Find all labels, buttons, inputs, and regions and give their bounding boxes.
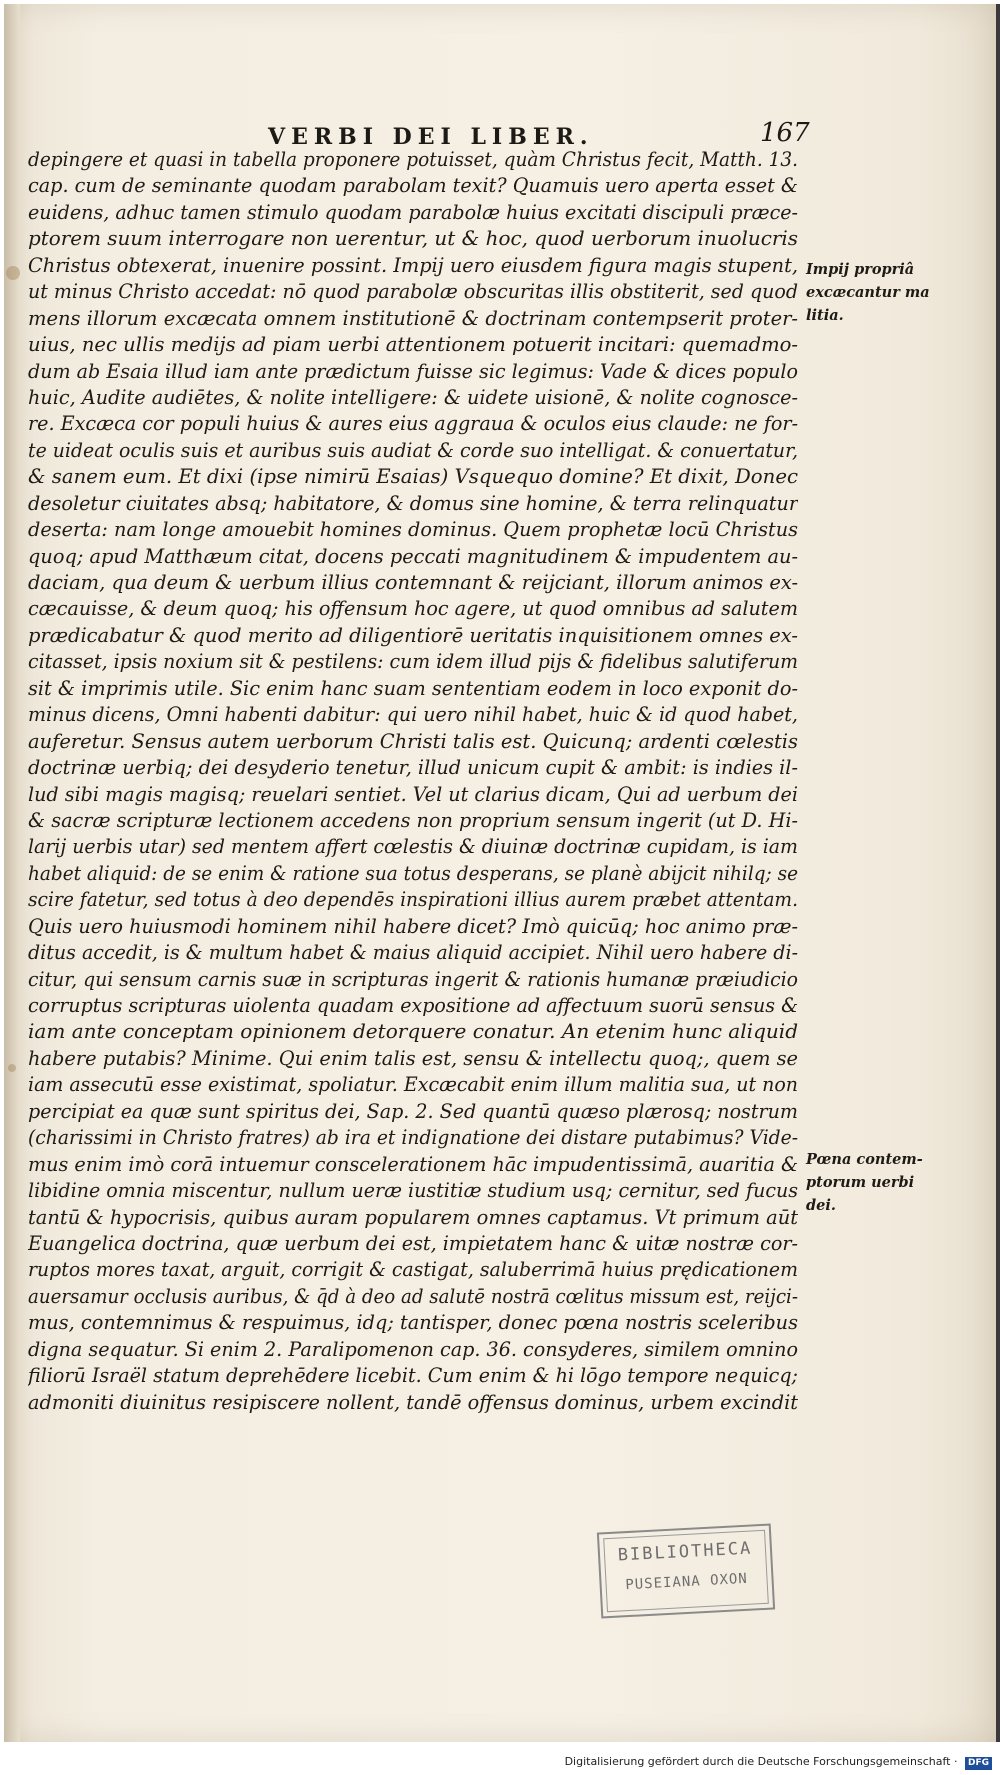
text-line: habet aliquid: de se enim & ratione sua totus desperans, se planè abijcit nihilq; se (28, 861, 798, 885)
text-line: deserta: nam longe amouebit homines dominus. Quem prophetæ locū Christus (28, 518, 798, 542)
text-line: iam ante conceptam opinionem detorquere conatur. An etenim hunc aliquid (28, 1020, 798, 1044)
text-line: digna sequatur. Si enim 2. Paralipomenon cap. 36. consyderes, similem omnino (28, 1337, 798, 1361)
digitization-footer (565, 1755, 992, 1770)
margin-note-poena (806, 1148, 923, 1217)
text-line: filiorū Israël statum deprehēdere licebit. Cum enim & hi lōgo tempore nequicq; (28, 1364, 798, 1388)
stamp-line-1: BIBLIOTHECA (617, 1538, 753, 1566)
margin-note-line: Pœna contem- (806, 1151, 923, 1168)
text-line: minus dicens, Omni habenti dabitur: qui uero nihil habet, huic & id quod habet, (28, 703, 798, 727)
dfg-logo-icon: DFG (965, 1757, 992, 1770)
text-line: Quis uero huiusmodi hominem nihil habere dicet? Imò quicūq; hoc animo præ- (28, 914, 798, 938)
footer-text: Digitalisierung gefördert durch die Deutsche Forschungsgemeinschaft · (564, 1755, 958, 1768)
running-head: VERBI DEI LIBER. (268, 124, 594, 150)
text-line: auferetur. Sensus autem uerborum Christi talis est. Quicunq; ardenti cœlestis (28, 729, 798, 753)
text-line: corruptus scripturas uiolenta quadam expositione ad affectuum suorū sensus & (28, 994, 798, 1017)
text-line: & sanem eum. Et dixi (ipse nimirū Esaias) Vsquequo domine? Et dixit, Donec (28, 465, 798, 489)
text-line: sit & imprimis utile. Sic enim hanc suam sententiam eodem in loco exponit do- (28, 676, 798, 700)
text-line: prædicabatur & quod merito ad diligentiorē ueritatis inquisitionem omnes ex- (28, 623, 798, 647)
page-number: 167 (760, 118, 810, 148)
margin-note-line: ptorum uerbi (806, 1174, 915, 1191)
text-line: doctrinæ uerbiq; dei desyderio tenetur, illud unicum cupit & ambit: is indies il- (28, 756, 798, 780)
margin-note-line: litia. (806, 307, 844, 324)
text-line: habere putabis? Minime. Qui enim talis est, sensu & intellectu quoq;, quem se (28, 1046, 798, 1070)
text-line: desoletur ciuitates absq; habitatore, & domus sine homine, & terra relinquatur (28, 491, 798, 515)
text-line: uius, nec ullis medijs ad piam uerbi attentionem potuerit incitari: quemadmo- (28, 333, 798, 357)
text-line: dum ab Esaia illud iam ante prædictum fuisse sic legimus: Vade & dices populo (28, 359, 798, 383)
text-line: mens illorum excæcata omnem institutionē & doctrinam contempserit proter- (28, 306, 798, 330)
margin-note-line: excæcantur ma (806, 284, 930, 301)
text-line: euidens, adhuc tamen stimulo quodam parabolæ huius excitati discipuli præce- (28, 200, 798, 224)
text-line: ditus accedit, is & multum habet & maius aliquid accipiet. Nihil uero habere di- (28, 941, 798, 965)
text-line: citur, qui sensum carnis suæ in scripturas ingerit & rationis humanæ præiudicio (28, 967, 798, 991)
text-line: ut minus Christo accedat: nō quod parabolæ obscuritas illis obstiterit, sed quod (28, 280, 798, 304)
text-line: cap. cum de seminante quodam parabolam texit? Quamuis uero aperta esset & (28, 174, 798, 198)
text-line: re. Excæca cor populi huius & aures eius aggraua & oculos eius claude: ne for- (28, 412, 798, 436)
text-line: mus enim imò corā intuemur conscelerationem hāc impudentissimā, auaritia & (28, 1152, 798, 1176)
text-line: ptorem suum interrogare non uerentur, ut & hoc, quod uerborum inuolucris (28, 227, 798, 251)
text-line: larij uerbis utar) sed mentem affert cœlestis & diuinæ doctrinæ cupidam, is iam (28, 835, 798, 859)
text-line: libidine omnia miscentur, nullum ueræ iustitiæ studium usq; cernitur, sed fucus (28, 1179, 798, 1203)
text-line: te uideat oculis suis et auribus suis audiat & corde suo intelligat. & conuertatur, (28, 438, 798, 462)
stamp-line-2: PUSEIANA OXON (624, 1570, 749, 1594)
margin-note-line: dei. (806, 1197, 836, 1214)
text-line: mus, contemnimus & respuimus, idq; tantisper, donec pœna nostris sceleribus (28, 1311, 798, 1335)
text-line: Christus obtexerat, inuenire possint. Impij uero eiusdem figura magis stupent, (28, 253, 798, 277)
text-line: auersamur occlusis auribus, & q̄d à deo ad salutē nostrā cœlitus missum est, reijci- (28, 1284, 798, 1308)
library-stamp (597, 1524, 775, 1619)
text-line: & sacræ scripturæ lectionem accedens non proprium sensum ingerit (ut D. Hi- (28, 808, 798, 832)
body-text (28, 147, 798, 1416)
margin-note-line: Impij propriâ (806, 261, 915, 278)
text-line: percipiat ea quæ sunt spiritus dei, Sap. 2. Sed quantū quæso plærosq; nostrum (28, 1099, 798, 1123)
text-line: ruptos mores taxat, arguit, corrigit & castigat, saluberrimā huius prędicationem (28, 1258, 798, 1282)
text-line: huic, Audite audiētes, & nolite intelligere: & uidete uisionē, & nolite cognosce- (28, 385, 798, 409)
foxing-spot (6, 266, 20, 280)
text-line: quoq; apud Matthæum citat, docens peccati magnitudinem & impudentem au- (28, 544, 798, 568)
foxing-spot (8, 1064, 16, 1072)
text-line: citasset, ipsis noxium sit & pestilens: cum idem illud pijs & fidelibus salutiferum (28, 650, 798, 674)
text-line: (charissimi in Christo fratres) ab ira et indignatione dei distare putabimus? Vide- (28, 1126, 798, 1150)
text-line: iam assecutū esse existimat, spoliatur. Excæcabit enim illum malitia sua, ut non (28, 1073, 798, 1097)
text-line: scire fatetur, sed totus à deo dependēs inspirationi illius aurem præbet attentam. (28, 888, 798, 912)
text-line: cæcauisse, & deum quoq; his offensum hoc agere, ut quod omnibus ad salutem (28, 597, 798, 621)
text-line: tantū & hypocrisis, quibus auram popularem omnes captamus. Vt primum aūt (28, 1205, 798, 1229)
text-line: lud sibi magis magisq; reuelari sentiet. Vel ut clarius dicam, Qui ad uerbum dei (28, 782, 798, 806)
margin-note-impij (806, 258, 930, 327)
text-line: depingere et quasi in tabella proponere potuisset, quàm Christus fecit, Matth. 13. (28, 148, 798, 171)
page-gutter (4, 4, 20, 1742)
text-line: daciam, qua deum & uerbum illius contemnant & reijciant, illorum animos ex- (28, 571, 798, 594)
text-line: Euangelica doctrina, quæ uerbum dei est, impietatem hanc & uitæ nostræ cor- (28, 1231, 798, 1255)
text-line: admoniti diuinitus resipiscere nollent, tandē offensus dominus, urbem excindit (28, 1390, 798, 1414)
